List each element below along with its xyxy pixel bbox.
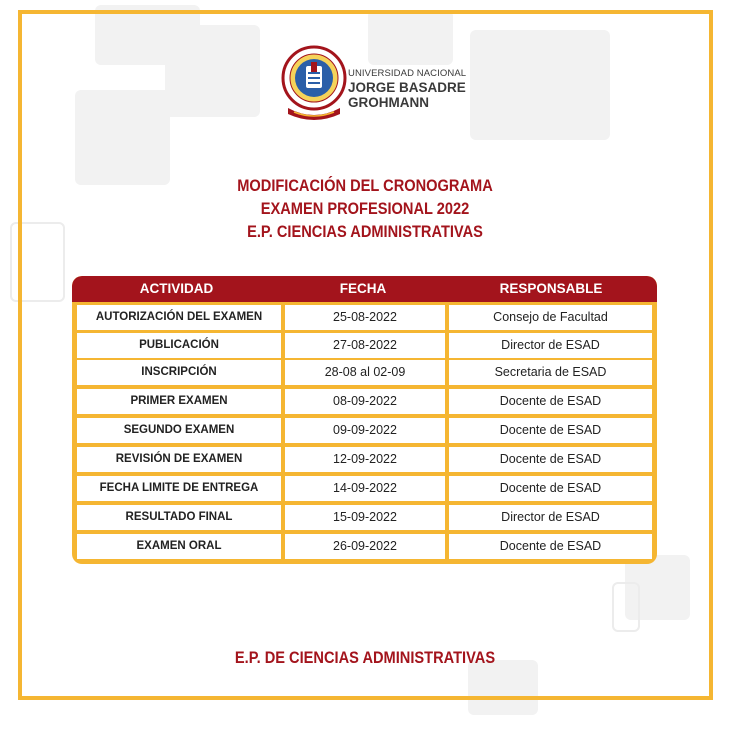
cell-actividad: PRIMER EXAMEN xyxy=(77,389,281,414)
table-row xyxy=(77,534,652,559)
cell-responsable: Director de ESAD xyxy=(449,505,652,530)
cell-actividad: INSCRIPCIÓN xyxy=(77,360,281,385)
cell-fecha: 28-08 al 02-09 xyxy=(285,360,445,385)
title-line3: E.P. CIENCIAS ADMINISTRATIVAS xyxy=(247,222,483,241)
cell-responsable: Docente de ESAD xyxy=(449,418,652,443)
table-row xyxy=(77,476,652,501)
table-row xyxy=(77,333,652,358)
cell-responsable: Consejo de Facultad xyxy=(449,305,652,330)
university-logo xyxy=(280,42,470,124)
schedule-table xyxy=(72,276,657,564)
table-row xyxy=(77,305,652,330)
cell-fecha: 14-09-2022 xyxy=(285,476,445,501)
cell-actividad: PUBLICACIÓN xyxy=(77,333,281,358)
university-name-line3: GROHMANN xyxy=(348,95,429,110)
cell-responsable: Docente de ESAD xyxy=(449,447,652,472)
cell-actividad: REVISIÓN DE EXAMEN xyxy=(77,447,281,472)
table-row xyxy=(77,360,652,385)
cell-fecha: 09-09-2022 xyxy=(285,418,445,443)
cell-fecha: 15-09-2022 xyxy=(285,505,445,530)
cell-actividad: EXAMEN ORAL xyxy=(77,534,281,559)
cell-actividad: FECHA LIMITE DE ENTREGA xyxy=(77,476,281,501)
table-row xyxy=(77,447,652,472)
cell-responsable: Docente de ESAD xyxy=(449,476,652,501)
university-name-line2: JORGE BASADRE xyxy=(348,80,466,95)
table-header xyxy=(72,276,657,302)
table-row xyxy=(77,389,652,414)
header-responsable: RESPONSABLE xyxy=(499,281,603,296)
title-line2: EXAMEN PROFESIONAL 2022 xyxy=(260,199,470,218)
cell-fecha: 25-08-2022 xyxy=(285,305,445,330)
cell-fecha: 12-09-2022 xyxy=(285,447,445,472)
cell-responsable: Director de ESAD xyxy=(449,333,652,358)
cell-actividad: RESULTADO FINAL xyxy=(77,505,281,530)
table-row xyxy=(77,505,652,530)
header-fecha: FECHA xyxy=(339,281,387,296)
cell-fecha: 26-09-2022 xyxy=(285,534,445,559)
table-row xyxy=(77,418,652,443)
university-name-main xyxy=(348,80,466,110)
cell-responsable: Docente de ESAD xyxy=(449,534,652,559)
cell-actividad: AUTORIZACIÓN DEL EXAMEN xyxy=(77,305,281,330)
cell-fecha: 27-08-2022 xyxy=(285,333,445,358)
cell-responsable: Docente de ESAD xyxy=(449,389,652,414)
footer-school-name: E.P. DE CIENCIAS ADMINISTRATIVAS xyxy=(234,648,496,667)
header-actividad: ACTIVIDAD xyxy=(139,281,214,296)
cell-responsable: Secretaria de ESAD xyxy=(449,360,652,385)
cell-fecha: 08-09-2022 xyxy=(285,389,445,414)
title-line1: MODIFICACIÓN DEL CRONOGRAMA xyxy=(237,176,493,195)
university-name-line1: UNIVERSIDAD NACIONAL xyxy=(348,68,467,79)
cell-actividad: SEGUNDO EXAMEN xyxy=(77,418,281,443)
university-crest-icon xyxy=(280,42,348,124)
